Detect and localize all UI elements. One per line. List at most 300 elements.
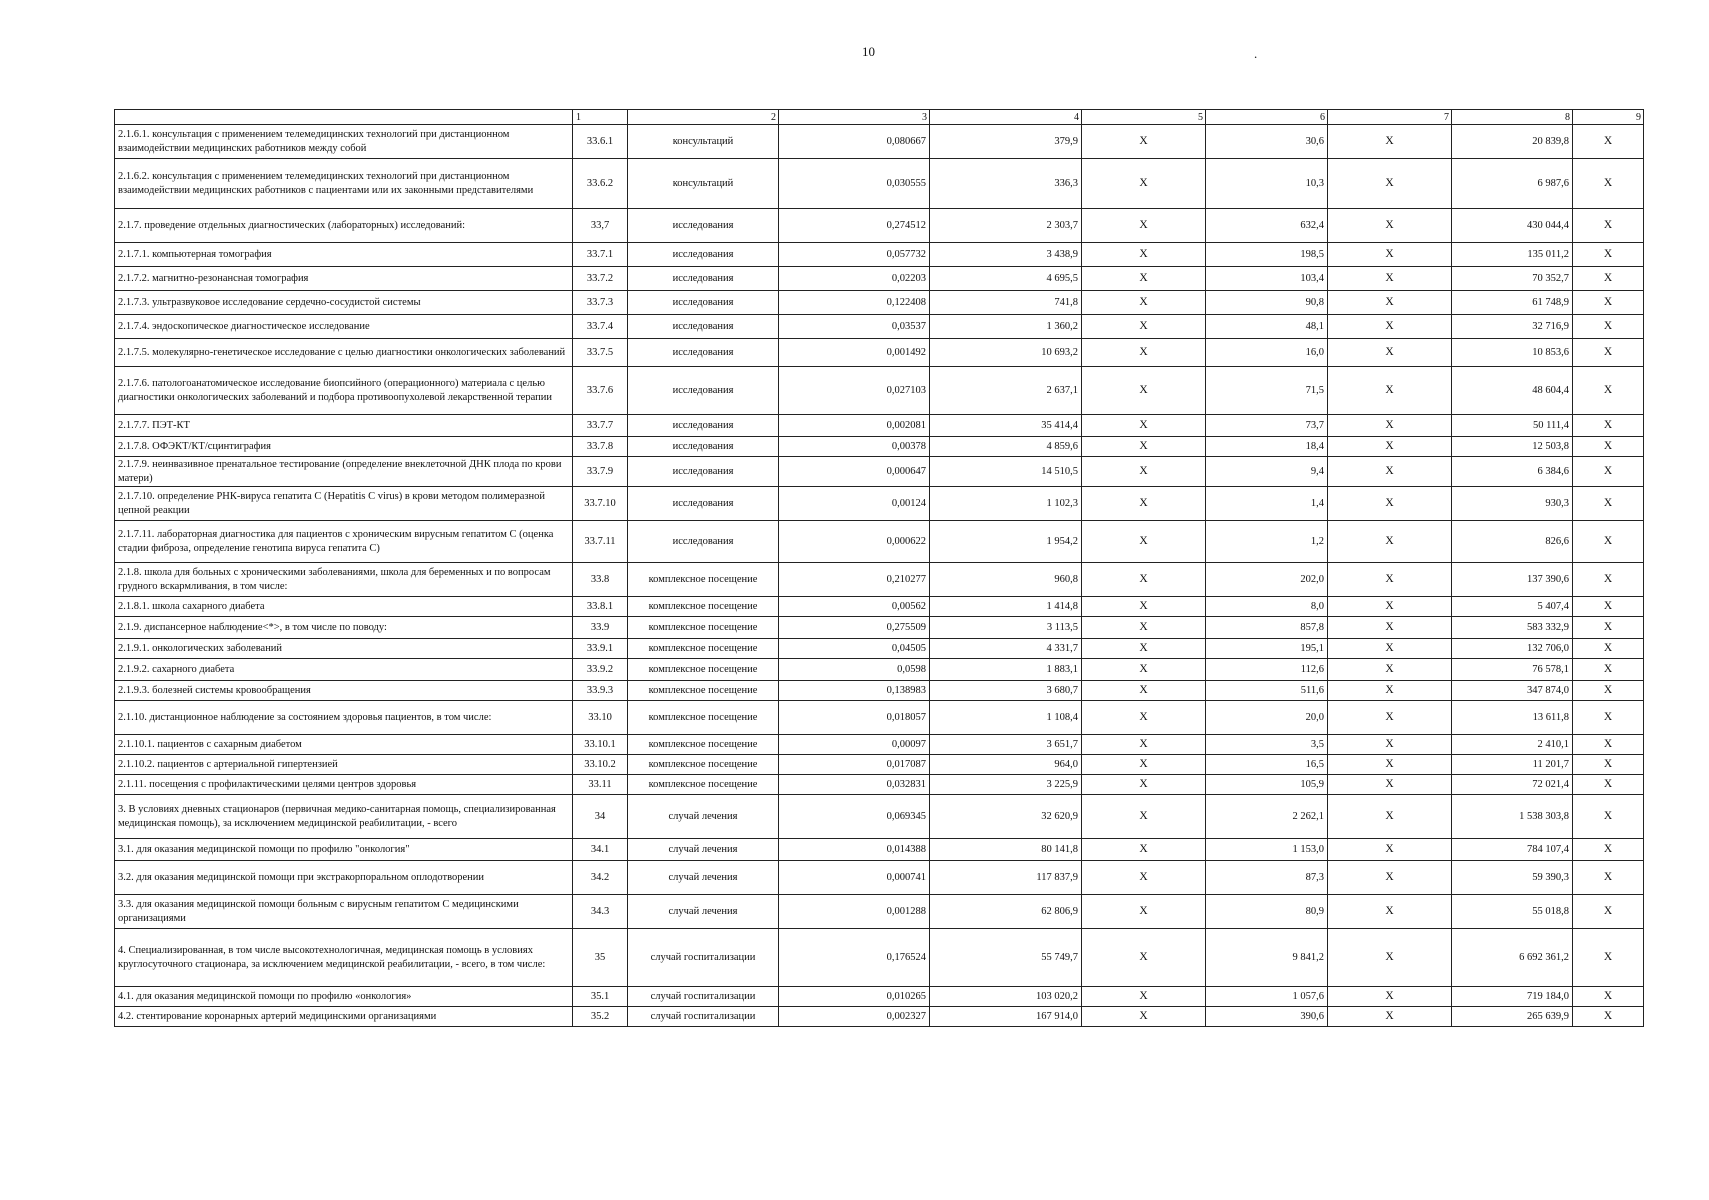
row-value-5: X xyxy=(1082,367,1206,415)
row-value-7: X xyxy=(1328,597,1452,617)
row-value-3: 0,002081 xyxy=(779,415,930,437)
row-unit: комплексное посещение xyxy=(628,639,779,659)
row-value-5: X xyxy=(1082,597,1206,617)
row-code: 33.9.1 xyxy=(573,639,628,659)
row-value-6: 30,6 xyxy=(1206,125,1328,159)
row-value-3: 0,000622 xyxy=(779,521,930,563)
row-unit: исследования xyxy=(628,339,779,367)
row-code: 33.7.2 xyxy=(573,267,628,291)
row-value-3: 0,017087 xyxy=(779,755,930,775)
row-value-5: X xyxy=(1082,659,1206,681)
table-row xyxy=(115,521,1644,563)
header-cell-5: 5 xyxy=(1082,110,1206,125)
row-value-3: 0,0598 xyxy=(779,659,930,681)
row-value-6: 87,3 xyxy=(1206,861,1328,895)
row-value-9: X xyxy=(1573,775,1644,795)
row-value-8: 12 503,8 xyxy=(1452,437,1573,457)
table-row xyxy=(115,755,1644,775)
row-value-7: X xyxy=(1328,159,1452,209)
row-value-8: 826,6 xyxy=(1452,521,1573,563)
row-name: 2.1.7.2. магнитно-резонансная томография xyxy=(115,267,573,291)
row-value-7: X xyxy=(1328,617,1452,639)
row-value-6: 3,5 xyxy=(1206,735,1328,755)
row-value-3: 0,275509 xyxy=(779,617,930,639)
row-unit: исследования xyxy=(628,457,779,487)
row-value-4: 10 693,2 xyxy=(930,339,1082,367)
table-row xyxy=(115,701,1644,735)
row-unit: исследования xyxy=(628,209,779,243)
row-code: 33.9.2 xyxy=(573,659,628,681)
row-value-3: 0,00378 xyxy=(779,437,930,457)
row-value-5: X xyxy=(1082,125,1206,159)
row-code: 33.7.8 xyxy=(573,437,628,457)
row-value-8: 48 604,4 xyxy=(1452,367,1573,415)
row-value-3: 0,210277 xyxy=(779,563,930,597)
table-row xyxy=(115,563,1644,597)
header-cell-6: 6 xyxy=(1206,110,1328,125)
row-value-5: X xyxy=(1082,159,1206,209)
row-value-9: X xyxy=(1573,987,1644,1007)
row-value-3: 0,000647 xyxy=(779,457,930,487)
row-value-4: 1 414,8 xyxy=(930,597,1082,617)
table-row xyxy=(115,339,1644,367)
table-row xyxy=(115,681,1644,701)
row-value-8: 430 044,4 xyxy=(1452,209,1573,243)
row-value-8: 2 410,1 xyxy=(1452,735,1573,755)
row-value-8: 1 538 303,8 xyxy=(1452,795,1573,839)
row-value-8: 265 639,9 xyxy=(1452,1007,1573,1027)
row-value-9: X xyxy=(1573,1007,1644,1027)
row-value-3: 0,122408 xyxy=(779,291,930,315)
row-value-6: 1,4 xyxy=(1206,487,1328,521)
table-row xyxy=(115,861,1644,895)
row-value-4: 117 837,9 xyxy=(930,861,1082,895)
row-value-6: 80,9 xyxy=(1206,895,1328,929)
row-unit: комплексное посещение xyxy=(628,735,779,755)
table-row xyxy=(115,159,1644,209)
row-value-6: 18,4 xyxy=(1206,437,1328,457)
row-value-9: X xyxy=(1573,243,1644,267)
row-value-6: 16,0 xyxy=(1206,339,1328,367)
row-value-7: X xyxy=(1328,1007,1452,1027)
row-value-8: 6 987,6 xyxy=(1452,159,1573,209)
row-name: 2.1.6.2. консультация с применением телемедицинских технологий при дистанционном взаимодействии медицинских работников с пациентами или их законными представителями xyxy=(115,159,573,209)
row-value-7: X xyxy=(1328,367,1452,415)
row-value-6: 198,5 xyxy=(1206,243,1328,267)
row-name: 2.1.7.4. эндоскопическое диагностическое исследование xyxy=(115,315,573,339)
row-value-4: 2 637,1 xyxy=(930,367,1082,415)
row-value-6: 16,5 xyxy=(1206,755,1328,775)
row-value-9: X xyxy=(1573,617,1644,639)
row-value-5: X xyxy=(1082,339,1206,367)
row-value-5: X xyxy=(1082,775,1206,795)
row-value-6: 71,5 xyxy=(1206,367,1328,415)
row-unit: исследования xyxy=(628,487,779,521)
row-value-6: 112,6 xyxy=(1206,659,1328,681)
row-unit: комплексное посещение xyxy=(628,617,779,639)
row-value-3: 0,00097 xyxy=(779,735,930,755)
row-value-3: 0,274512 xyxy=(779,209,930,243)
row-value-6: 202,0 xyxy=(1206,563,1328,597)
row-value-7: X xyxy=(1328,315,1452,339)
row-value-7: X xyxy=(1328,487,1452,521)
row-value-5: X xyxy=(1082,861,1206,895)
row-value-7: X xyxy=(1328,839,1452,861)
row-code: 34.1 xyxy=(573,839,628,861)
table-row xyxy=(115,617,1644,639)
table-row xyxy=(115,415,1644,437)
row-value-7: X xyxy=(1328,209,1452,243)
row-name: 2.1.7.5. молекулярно-генетическое исследование с целью диагностики онкологических заболеваний xyxy=(115,339,573,367)
row-value-7: X xyxy=(1328,987,1452,1007)
row-value-8: 50 111,4 xyxy=(1452,415,1573,437)
row-code: 33.8.1 xyxy=(573,597,628,617)
row-unit: случай лечения xyxy=(628,839,779,861)
row-unit: комплексное посещение xyxy=(628,681,779,701)
row-name: 2.1.9.3. болезней системы кровообращения xyxy=(115,681,573,701)
row-code: 33.10.1 xyxy=(573,735,628,755)
row-value-3: 0,000741 xyxy=(779,861,930,895)
row-unit: исследования xyxy=(628,521,779,563)
row-value-4: 14 510,5 xyxy=(930,457,1082,487)
row-value-4: 1 883,1 xyxy=(930,659,1082,681)
row-code: 33.7.9 xyxy=(573,457,628,487)
row-value-8: 13 611,8 xyxy=(1452,701,1573,735)
row-name: 2.1.7.3. ультразвуковое исследование сердечно-сосудистой системы xyxy=(115,291,573,315)
header-cell-3: 3 xyxy=(779,110,930,125)
row-value-6: 105,9 xyxy=(1206,775,1328,795)
row-unit: консультаций xyxy=(628,125,779,159)
header-cell-7: 7 xyxy=(1328,110,1452,125)
row-name: 2.1.8. школа для больных с хроническими заболеваниями, школа для беременных и по вопросам грудного вскармливания, в том числе: xyxy=(115,563,573,597)
row-value-9: X xyxy=(1573,861,1644,895)
row-value-8: 6 692 361,2 xyxy=(1452,929,1573,987)
row-value-7: X xyxy=(1328,267,1452,291)
row-value-4: 336,3 xyxy=(930,159,1082,209)
row-value-4: 960,8 xyxy=(930,563,1082,597)
row-value-5: X xyxy=(1082,521,1206,563)
row-value-5: X xyxy=(1082,735,1206,755)
row-name: 2.1.7.11. лабораторная диагностика для пациентов с хроническим вирусным гепатитом С (оценка стадии фиброза, определение генотипа вируса гепатита С) xyxy=(115,521,573,563)
row-code: 33.6.2 xyxy=(573,159,628,209)
row-value-8: 347 874,0 xyxy=(1452,681,1573,701)
row-value-9: X xyxy=(1573,159,1644,209)
row-value-4: 167 914,0 xyxy=(930,1007,1082,1027)
table-row xyxy=(115,795,1644,839)
row-value-9: X xyxy=(1573,437,1644,457)
row-value-6: 511,6 xyxy=(1206,681,1328,701)
row-value-4: 62 806,9 xyxy=(930,895,1082,929)
row-value-7: X xyxy=(1328,681,1452,701)
row-value-5: X xyxy=(1082,701,1206,735)
row-value-7: X xyxy=(1328,563,1452,597)
row-value-7: X xyxy=(1328,929,1452,987)
row-value-7: X xyxy=(1328,243,1452,267)
row-value-9: X xyxy=(1573,367,1644,415)
row-value-9: X xyxy=(1573,267,1644,291)
row-name: 3.3. для оказания медицинской помощи больным с вирусным гепатитом С медицинскими организациями xyxy=(115,895,573,929)
row-value-7: X xyxy=(1328,795,1452,839)
row-value-7: X xyxy=(1328,895,1452,929)
row-value-4: 2 303,7 xyxy=(930,209,1082,243)
row-value-4: 3 225,9 xyxy=(930,775,1082,795)
table-row xyxy=(115,597,1644,617)
row-value-9: X xyxy=(1573,415,1644,437)
row-value-9: X xyxy=(1573,209,1644,243)
row-value-3: 0,04505 xyxy=(779,639,930,659)
row-value-3: 0,00124 xyxy=(779,487,930,521)
row-value-5: X xyxy=(1082,895,1206,929)
row-value-4: 4 331,7 xyxy=(930,639,1082,659)
row-name: 2.1.7.10. определение РНК-вируса гепатита С (Hepatitis C virus) в крови методом полимеразной цепной реакции xyxy=(115,487,573,521)
row-value-3: 0,014388 xyxy=(779,839,930,861)
row-value-4: 3 680,7 xyxy=(930,681,1082,701)
row-value-6: 20,0 xyxy=(1206,701,1328,735)
row-value-6: 73,7 xyxy=(1206,415,1328,437)
row-value-8: 76 578,1 xyxy=(1452,659,1573,681)
row-name: 2.1.7.6. патологоанатомическое исследование биопсийного (операционного) материала с целью диагностики онкологических заболеваний и подбора противоопухолевой лекарственной терапии xyxy=(115,367,573,415)
row-value-6: 10,3 xyxy=(1206,159,1328,209)
table-row xyxy=(115,839,1644,861)
table-row xyxy=(115,487,1644,521)
row-code: 33.6.1 xyxy=(573,125,628,159)
row-value-5: X xyxy=(1082,267,1206,291)
table-row xyxy=(115,437,1644,457)
table-row xyxy=(115,267,1644,291)
page-dot: . xyxy=(1254,46,1258,61)
row-code: 34 xyxy=(573,795,628,839)
row-value-5: X xyxy=(1082,209,1206,243)
row-value-8: 32 716,9 xyxy=(1452,315,1573,339)
row-code: 33.9.3 xyxy=(573,681,628,701)
table-row xyxy=(115,987,1644,1007)
row-value-5: X xyxy=(1082,487,1206,521)
table-row xyxy=(115,639,1644,659)
row-value-9: X xyxy=(1573,895,1644,929)
row-name: 3. В условиях дневных стационаров (первичная медико-санитарная помощь, специализированная медицинская помощь), за исключением медицинской реабилитации, - всего xyxy=(115,795,573,839)
row-value-8: 135 011,2 xyxy=(1452,243,1573,267)
row-value-5: X xyxy=(1082,415,1206,437)
row-value-8: 10 853,6 xyxy=(1452,339,1573,367)
row-value-5: X xyxy=(1082,1007,1206,1027)
row-value-5: X xyxy=(1082,617,1206,639)
table-row xyxy=(115,457,1644,487)
row-value-9: X xyxy=(1573,929,1644,987)
row-value-8: 70 352,7 xyxy=(1452,267,1573,291)
row-value-4: 1 108,4 xyxy=(930,701,1082,735)
row-code: 34.2 xyxy=(573,861,628,895)
row-value-8: 930,3 xyxy=(1452,487,1573,521)
row-value-7: X xyxy=(1328,701,1452,735)
row-value-5: X xyxy=(1082,755,1206,775)
row-value-4: 103 020,2 xyxy=(930,987,1082,1007)
row-unit: комплексное посещение xyxy=(628,597,779,617)
row-code: 33.10 xyxy=(573,701,628,735)
row-value-7: X xyxy=(1328,457,1452,487)
row-value-8: 6 384,6 xyxy=(1452,457,1573,487)
row-name: 2.1.7.9. неинвазивное пренатальное тестирование (определение внеклеточной ДНК плода по крови матери) xyxy=(115,457,573,487)
header-cell-2: 2 xyxy=(628,110,779,125)
table-body xyxy=(115,125,1644,1027)
row-value-6: 1,2 xyxy=(1206,521,1328,563)
column-number-row xyxy=(115,110,1644,125)
row-value-5: X xyxy=(1082,681,1206,701)
row-value-7: X xyxy=(1328,415,1452,437)
row-code: 35 xyxy=(573,929,628,987)
row-value-9: X xyxy=(1573,755,1644,775)
row-name: 2.1.11. посещения с профилактическими целями центров здоровья xyxy=(115,775,573,795)
row-value-9: X xyxy=(1573,659,1644,681)
row-name: 2.1.8.1. школа сахарного диабета xyxy=(115,597,573,617)
row-value-4: 32 620,9 xyxy=(930,795,1082,839)
table-row xyxy=(115,929,1644,987)
row-value-4: 1 954,2 xyxy=(930,521,1082,563)
row-value-9: X xyxy=(1573,125,1644,159)
row-value-3: 0,057732 xyxy=(779,243,930,267)
data-table xyxy=(114,109,1644,1027)
row-name: 2.1.9.1. онкологических заболеваний xyxy=(115,639,573,659)
row-value-7: X xyxy=(1328,339,1452,367)
row-value-6: 1 153,0 xyxy=(1206,839,1328,861)
row-value-5: X xyxy=(1082,437,1206,457)
row-value-5: X xyxy=(1082,315,1206,339)
row-value-4: 4 695,5 xyxy=(930,267,1082,291)
row-code: 33.7.5 xyxy=(573,339,628,367)
row-value-4: 4 859,6 xyxy=(930,437,1082,457)
row-unit: случай лечения xyxy=(628,895,779,929)
row-unit: исследования xyxy=(628,315,779,339)
row-code: 33.7.10 xyxy=(573,487,628,521)
header-cell-9: 9 xyxy=(1573,110,1644,125)
row-value-5: X xyxy=(1082,243,1206,267)
row-name: 4. Специализированная, в том числе высокотехнологичная, медицинская помощь в условиях круглосуточного стационара, за исключением медицинской реабилитации, - всего, в том числе: xyxy=(115,929,573,987)
row-value-7: X xyxy=(1328,521,1452,563)
row-value-6: 390,6 xyxy=(1206,1007,1328,1027)
row-value-7: X xyxy=(1328,437,1452,457)
row-name: 4.2. стентирование коронарных артерий медицинскими организациями xyxy=(115,1007,573,1027)
row-value-8: 5 407,4 xyxy=(1452,597,1573,617)
row-value-3: 0,001288 xyxy=(779,895,930,929)
row-value-4: 741,8 xyxy=(930,291,1082,315)
row-unit: случай госпитализации xyxy=(628,1007,779,1027)
row-value-3: 0,002327 xyxy=(779,1007,930,1027)
table-row xyxy=(115,367,1644,415)
row-unit: случай госпитализации xyxy=(628,929,779,987)
header-cell-1: 1 xyxy=(573,110,628,125)
row-value-8: 20 839,8 xyxy=(1452,125,1573,159)
row-value-9: X xyxy=(1573,457,1644,487)
row-value-8: 61 748,9 xyxy=(1452,291,1573,315)
row-value-5: X xyxy=(1082,795,1206,839)
table-row xyxy=(115,243,1644,267)
row-value-4: 35 414,4 xyxy=(930,415,1082,437)
row-value-9: X xyxy=(1573,795,1644,839)
row-value-6: 632,4 xyxy=(1206,209,1328,243)
row-value-5: X xyxy=(1082,639,1206,659)
row-value-8: 11 201,7 xyxy=(1452,755,1573,775)
row-value-9: X xyxy=(1573,339,1644,367)
row-value-8: 719 184,0 xyxy=(1452,987,1573,1007)
table-row xyxy=(115,125,1644,159)
row-value-9: X xyxy=(1573,639,1644,659)
row-unit: комплексное посещение xyxy=(628,775,779,795)
row-unit: исследования xyxy=(628,243,779,267)
header-cell-empty xyxy=(115,110,573,125)
row-value-3: 0,030555 xyxy=(779,159,930,209)
row-code: 34.3 xyxy=(573,895,628,929)
row-name: 2.1.7.8. ОФЭКТ/КТ/сцинтиграфия xyxy=(115,437,573,457)
row-value-6: 90,8 xyxy=(1206,291,1328,315)
row-value-9: X xyxy=(1573,597,1644,617)
row-name: 2.1.6.1. консультация с применением телемедицинских технологий при дистанционном взаимодействии медицинских работников между собой xyxy=(115,125,573,159)
table-row xyxy=(115,209,1644,243)
row-value-3: 0,027103 xyxy=(779,367,930,415)
row-code: 33.9 xyxy=(573,617,628,639)
row-value-5: X xyxy=(1082,929,1206,987)
row-value-3: 0,02203 xyxy=(779,267,930,291)
row-name: 2.1.7.1. компьютерная томография xyxy=(115,243,573,267)
row-value-3: 0,138983 xyxy=(779,681,930,701)
row-code: 35.2 xyxy=(573,1007,628,1027)
row-unit: комплексное посещение xyxy=(628,701,779,735)
row-unit: исследования xyxy=(628,291,779,315)
row-value-4: 1 102,3 xyxy=(930,487,1082,521)
row-name: 2.1.7.7. ПЭТ-КТ xyxy=(115,415,573,437)
row-value-8: 583 332,9 xyxy=(1452,617,1573,639)
row-value-9: X xyxy=(1573,487,1644,521)
row-code: 33.7.11 xyxy=(573,521,628,563)
row-unit: исследования xyxy=(628,367,779,415)
row-unit: исследования xyxy=(628,415,779,437)
row-value-4: 1 360,2 xyxy=(930,315,1082,339)
row-value-7: X xyxy=(1328,735,1452,755)
row-value-5: X xyxy=(1082,839,1206,861)
table-row xyxy=(115,659,1644,681)
row-value-4: 80 141,8 xyxy=(930,839,1082,861)
row-value-7: X xyxy=(1328,755,1452,775)
row-value-7: X xyxy=(1328,861,1452,895)
row-value-8: 137 390,6 xyxy=(1452,563,1573,597)
row-value-6: 8,0 xyxy=(1206,597,1328,617)
row-value-3: 0,010265 xyxy=(779,987,930,1007)
row-value-6: 103,4 xyxy=(1206,267,1328,291)
table-row xyxy=(115,735,1644,755)
row-value-7: X xyxy=(1328,775,1452,795)
row-name: 2.1.9.2. сахарного диабета xyxy=(115,659,573,681)
row-name: 3.2. для оказания медицинской помощи при экстракорпоральном оплодотворении xyxy=(115,861,573,895)
table-row xyxy=(115,1007,1644,1027)
table-row xyxy=(115,291,1644,315)
table-row xyxy=(115,315,1644,339)
row-value-8: 55 018,8 xyxy=(1452,895,1573,929)
row-code: 33.7.3 xyxy=(573,291,628,315)
row-code: 33.7.4 xyxy=(573,315,628,339)
page-number: 10 xyxy=(862,44,875,59)
row-value-5: X xyxy=(1082,291,1206,315)
row-value-3: 0,069345 xyxy=(779,795,930,839)
row-name: 2.1.10.1. пациентов с сахарным диабетом xyxy=(115,735,573,755)
row-value-4: 3 651,7 xyxy=(930,735,1082,755)
row-value-6: 195,1 xyxy=(1206,639,1328,659)
row-value-6: 857,8 xyxy=(1206,617,1328,639)
row-unit: комплексное посещение xyxy=(628,659,779,681)
row-value-3: 0,080667 xyxy=(779,125,930,159)
row-value-8: 72 021,4 xyxy=(1452,775,1573,795)
table-row xyxy=(115,895,1644,929)
row-value-3: 0,176524 xyxy=(779,929,930,987)
row-value-9: X xyxy=(1573,291,1644,315)
row-unit: исследования xyxy=(628,267,779,291)
